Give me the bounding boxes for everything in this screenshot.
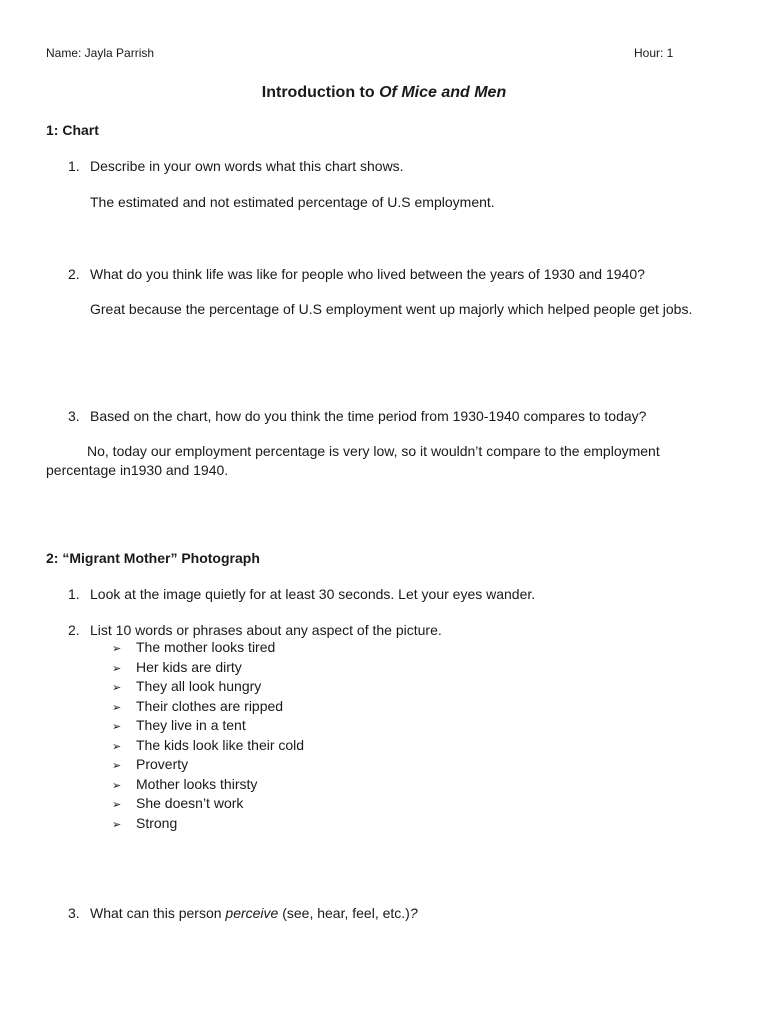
question-number: 1. <box>68 586 80 602</box>
question-number: 3. <box>68 408 80 424</box>
list-item <box>112 814 304 834</box>
list-item-text: The mother looks tired <box>136 639 276 655</box>
list-item-text: Proverty <box>136 756 189 772</box>
observations-list <box>112 638 304 833</box>
question-number: 1. <box>68 158 80 174</box>
list-item <box>112 677 304 697</box>
arrow-bullet-icon: ➢ <box>112 721 122 733</box>
section-heading-chart: 1: Chart <box>46 122 99 138</box>
arrow-bullet-icon: ➢ <box>112 760 122 772</box>
question-2-3 <box>68 904 718 922</box>
arrow-bullet-icon: ➢ <box>112 682 122 694</box>
list-item <box>112 658 304 678</box>
list-item-text: Strong <box>136 814 178 831</box>
title-book: Of Mice and Men <box>379 84 507 101</box>
question-1-3 <box>68 407 718 425</box>
section-heading-photograph: 2: “Migrant Mother” Photograph <box>46 550 260 566</box>
question-text-before: What can this person <box>90 905 226 921</box>
question-2-2 <box>68 621 718 639</box>
question-text: Based on the chart, how do you think the time period from 1930-1940 compares to today? <box>90 408 647 424</box>
list-item <box>112 794 304 814</box>
class-hour: Hour: 1 <box>634 46 674 60</box>
question-text-emphasis: perceive <box>225 905 279 921</box>
list-item-text: They live in a tent <box>136 717 246 733</box>
question-text-end: ? <box>409 905 418 921</box>
arrow-bullet-icon: ➢ <box>112 662 122 675</box>
arrow-bullet-icon: ➢ <box>112 799 122 811</box>
answer-1-3: No, today our employment percentage is very low, so it wouldn’t compare to the employment percentage in1930 and 1940. <box>46 443 660 478</box>
question-number: 2. <box>68 266 80 282</box>
list-item-text: Mother looks thirsty <box>136 775 258 792</box>
title-prefix: Introduction to <box>261 84 375 101</box>
list-item-text: Their clothes are ripped <box>136 697 284 714</box>
list-item-text: They all look hungry <box>136 678 262 694</box>
question-text-after: (see, hear, feel, etc.) <box>278 905 410 921</box>
list-item <box>112 716 304 736</box>
page-title <box>0 84 768 102</box>
list-item-text: The kids look like their cold <box>136 736 305 753</box>
arrow-bullet-icon: ➢ <box>112 818 122 831</box>
question-number: 3. <box>68 905 80 921</box>
arrow-bullet-icon: ➢ <box>112 740 122 753</box>
question-text: Look at the image quietly for at least 30 seconds. Let your eyes wander. <box>90 586 536 602</box>
answer-1-2: Great because the percentage of U.S employment went up majorly which helped people get jobs. <box>90 301 693 317</box>
list-item <box>112 638 304 658</box>
list-item <box>112 736 304 756</box>
question-text: What do you think life was like for people who lived between the years of 1930 and 1940? <box>90 266 645 282</box>
list-item-text: She doesn’t work <box>136 795 244 811</box>
list-item <box>112 775 304 795</box>
arrow-bullet-icon: ➢ <box>112 779 122 792</box>
question-text: Describe in your own words what this chart shows. <box>90 158 404 174</box>
student-name: Name: Jayla Parrish <box>46 46 155 60</box>
arrow-bullet-icon: ➢ <box>112 643 122 655</box>
question-1-2 <box>68 265 718 283</box>
list-item <box>112 697 304 717</box>
question-2-1 <box>68 585 718 603</box>
question-text: List 10 words or phrases about any aspect of the picture. <box>90 622 442 638</box>
arrow-bullet-icon: ➢ <box>112 701 122 714</box>
answer-1-1: The estimated and not estimated percentage of U.S employment. <box>90 194 495 210</box>
question-number: 2. <box>68 622 80 638</box>
list-item-text: Her kids are dirty <box>136 658 242 675</box>
list-item <box>112 755 304 775</box>
question-1-1 <box>68 157 718 175</box>
